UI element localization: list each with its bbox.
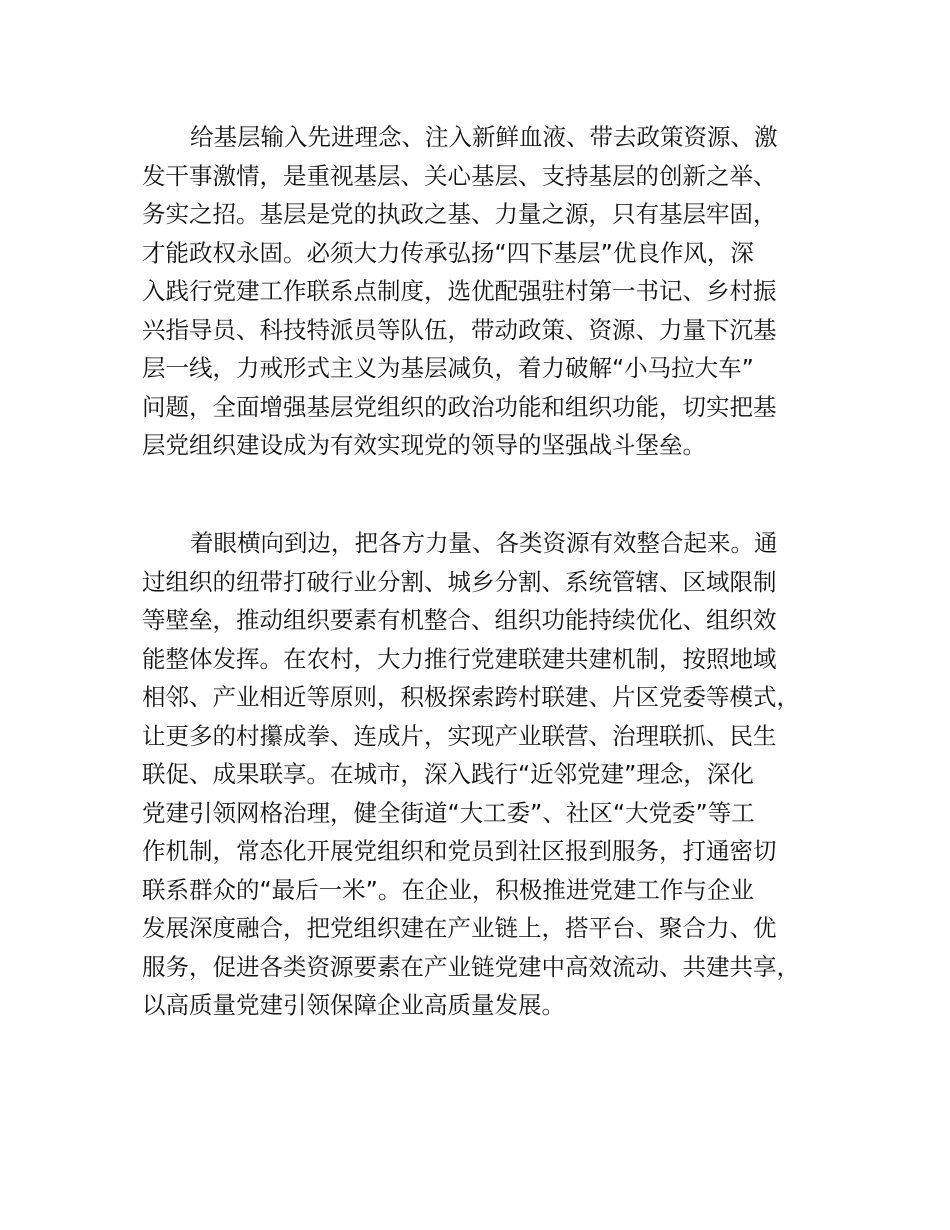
text-line: 等壁垒，推动组织要素有机整合、组织功能持续优化、组织效 — [142, 606, 777, 634]
text-line: 务实之招。基层是党的执政之基、力量之源，只有基层牢固， — [142, 200, 777, 228]
text-line: 联促、成果联享。在城市，深入践行“近邻党建”理念，深化 — [142, 760, 754, 788]
text-line: 发展深度融合，把党组织建在产业链上，搭平台、聚合力、优 — [142, 914, 777, 942]
text-line: 联系群众的“最后一米”。在企业，积极推进党建工作与企业 — [142, 875, 754, 904]
text-line: 过组织的纽带打破行业分割、城乡分割、系统管辖、区域限制 — [142, 567, 777, 596]
text-line: 服务，促进各类资源要素在产业链党建中高效流动、共建共享， — [142, 952, 800, 981]
text-line: 发干事激情，是重视基层、关心基层、支持基层的创新之举、 — [142, 161, 777, 190]
text-line: 党建引领网格治理，健全街道“大工委”、社区“大党委”等工 — [142, 798, 755, 827]
text-line: 相邻、产业相近等原则，积极探索跨村联建、片区党委等模式， — [142, 683, 800, 711]
text-line: 着眼横向到边，把各方力量、各类资源有效整合起来。通 — [190, 529, 778, 557]
text-line: 入践行党建工作联系点制度，选优配强驻村第一书记、乡村振 — [142, 277, 777, 305]
text-line: 才能政权永固。必须大力传承弘扬“四下基层”优良作风，深 — [142, 238, 754, 267]
text-line: 让更多的村攥成拳、连成片，实现产业联营、治理联抓、民生 — [142, 721, 777, 750]
text-line: 层党组织建设成为有效实现党的领导的坚强战斗堡垒。 — [142, 431, 706, 459]
text-line: 给基层输入先进理念、注入新鲜血液、带去政策资源、激 — [190, 123, 778, 151]
text-line: 层一线，力戒形式主义为基层减负，着力破解“小马拉大车” — [142, 354, 754, 382]
text-line: 能整体发挥。在农村，大力推行党建联建共建机制，按照地域 — [142, 644, 777, 673]
text-line: 作机制，常态化开展党组织和党员到社区报到服务，打通密切 — [142, 837, 777, 865]
text-line: 问题，全面增强基层党组织的政治功能和组织功能，切实把基 — [142, 392, 777, 421]
text-line: 以高质量党建引领保障企业高质量发展。 — [142, 991, 565, 1019]
text-line: 兴指导员、科技特派员等队伍，带动政策、资源、力量下沉基 — [142, 315, 777, 344]
